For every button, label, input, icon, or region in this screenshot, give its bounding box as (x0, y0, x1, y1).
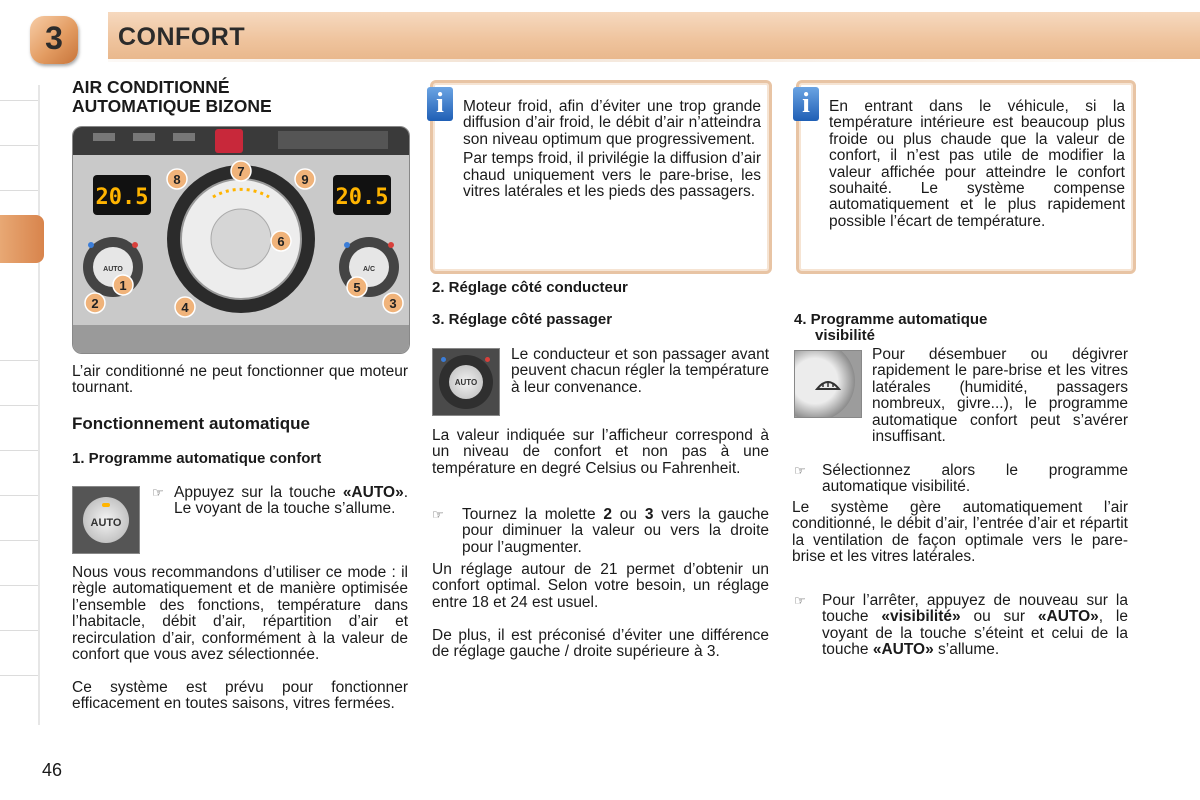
chapter-title: CONFORT (118, 23, 246, 51)
col2-paragraph-1: Le conducteur et son passager avant peuvent chacun régler la température à leur convenance. (511, 346, 769, 396)
b2-bold2: «AUTO» (1037, 608, 1099, 626)
b2-bold3: «AUTO» (872, 641, 934, 659)
climate-panel-illustration (73, 127, 409, 353)
side-tab (0, 450, 38, 455)
temperature-knob-photo (432, 348, 500, 416)
visibility-button-photo (794, 350, 862, 418)
col2-bullet-b1: 2 (603, 506, 613, 523)
info-box-1-text (463, 99, 761, 200)
section-title-line1: AIR CONDITIONNÉ (72, 77, 230, 97)
knob-label: AUTO (449, 365, 483, 399)
item2-title: 2. Réglage côté conducteur (432, 279, 628, 296)
windshield-defrost-icon (815, 373, 841, 395)
col2-paragraph-2: La valeur indiquée sur l’afficheur correspond à un niveau de confort et non pas à une température en degré Celsius ou Fahrenheit. (432, 427, 769, 477)
auto-indicator-light (102, 503, 110, 507)
side-thumb-index (0, 85, 40, 725)
col1-paragraph-2: Ce système est prévu pour fonctionner efficacement en toutes saisons, vitres fermées. (72, 679, 408, 713)
callout-5: 5 (353, 280, 361, 295)
col2-bullet (462, 507, 769, 556)
b2-bold1: «visibilité» (881, 608, 961, 626)
climate-panel-photo (72, 126, 410, 354)
pointing-hand-icon: ☞ (152, 485, 164, 500)
right-temperature-display: 20.5 (335, 185, 389, 210)
col3-bullet-1: Sélectionnez alors le programme automatique visibilité. (822, 462, 1128, 496)
col3-bullet-2 (822, 593, 1128, 659)
col3-paragraph-1: Pour désembuer ou dégivrer rapidement le pare-brise et les vitres latérales (humidité, passagers nombreux, givre...), le programme automatique confort peut s’avérer insuffisant. (872, 346, 1128, 446)
chapter-badge (30, 16, 78, 64)
col2-paragraph-4: De plus, il est préconisé d’éviter une différence de réglage gauche / droite supérieure à 3. (432, 627, 769, 661)
col2-bullet-post: vers la gauche pour diminuer la valeur ou vers la droite pour l’augmenter. (462, 506, 769, 556)
callout-7: 7 (237, 164, 245, 179)
side-tab (0, 675, 38, 680)
page-number: 46 (42, 760, 63, 780)
side-tab-active (0, 215, 44, 263)
col3-paragraph-2: Le système gère automatiquement l’air conditionné, le débit d’air, l’entrée d’air et répartit la ventilation de façon optimale vers le pare-brise et les vitres latérales. (792, 499, 1128, 566)
callout-8: 8 (173, 172, 181, 187)
item1-pre: Appuyez sur la touche (174, 484, 343, 501)
left-temperature-display: 20.5 (95, 185, 149, 210)
callout-4: 4 (181, 300, 189, 315)
col2-paragraph-3: Un réglage autour de 21 permet d’obtenir un confort optimal. Selon votre besoin, un réglage entre 18 et 24 est usuel. (432, 561, 769, 611)
side-tab (0, 190, 38, 195)
b2-post: s’allume. (933, 641, 1000, 659)
info1-p2: Par temps froid, il privilégie la diffusion d’air chaud uniquement vers le pare-brise, les vitres latérales et les pieds des passagers. (463, 150, 761, 201)
cold-indicator (441, 357, 446, 362)
item1-bold: «AUTO» (342, 484, 404, 501)
item1-post: . Le voyant de la touche s’allume. (174, 484, 408, 518)
pointing-hand-icon: ☞ (794, 463, 806, 478)
item3-title: 3. Réglage côté passager (432, 311, 613, 328)
side-tab (0, 100, 38, 105)
b2-mid1: ou sur (960, 608, 1038, 626)
info-icon: i (793, 87, 819, 121)
callout-9: 9 (301, 172, 309, 187)
section-title-line2: AUTOMATIQUE BIZONE (72, 96, 272, 116)
info-box-2 (796, 80, 1136, 274)
item4-title-line1: 4. Programme automatique (794, 311, 988, 328)
item1-title: 1. Programme automatique confort (72, 450, 322, 467)
callout-3: 3 (389, 296, 397, 311)
info2-p1: En entrant dans le véhicule, si la température intérieure est beaucoup plus froide ou plus chaude que la valeur de confort, il n’est pas utile de modifier la valeur affichée pour atteindre le confort souhaité. Le système compense automatiquement et le plus rapidement possible l’écart de température. (829, 98, 1125, 230)
side-tab (0, 630, 38, 635)
col2-bullet-pre: Tournez la molette (462, 506, 604, 523)
col1-paragraph-1: Nous vous recommandons d’utiliser ce mode : il règle automatiquement et de manière optimisée l’ensemble des fonctions, température dans l’habitacle, débit d’air, répartition d’air et recirculation d’air, conformément à la valeur de confort que vous avez sélectionnée. (72, 564, 408, 664)
b2-pre: Pour l’arrêter, appuyez de nouveau sur la touche (822, 592, 1128, 626)
callout-1: 1 (119, 278, 127, 293)
side-tab (0, 145, 38, 150)
auto-button-photo (72, 486, 140, 554)
side-tab (0, 405, 38, 410)
item4-title-line2: visibilité (815, 327, 876, 344)
info-box-2-text (829, 99, 1125, 230)
auto-button-label: AUTO (83, 497, 129, 543)
col2-bullet-mid: ou (612, 506, 645, 523)
side-tab (0, 585, 38, 590)
item1-instruction (174, 485, 408, 518)
side-tab (0, 495, 38, 500)
hot-indicator (485, 357, 490, 362)
ac-knob-label: A/C (362, 266, 376, 273)
info-box-1 (430, 80, 772, 274)
intro-text: L’air conditionné ne peut fonctionner que moteur tournant. (72, 363, 408, 397)
callout-2: 2 (91, 296, 99, 311)
info1-p1: Moteur froid, afin d’éviter une trop grande diffusion d’air froid, le débit d’air n’atteindra son niveau optimum que progressivement. (463, 98, 761, 148)
subtitle-automatic: Fonctionnement automatique (72, 414, 310, 433)
b2-mid2: , le voyant de la touche s’éteint et celui de la touche (822, 608, 1128, 659)
col2-bullet-b2: 3 (644, 506, 654, 523)
auto-knob-label: AUTO (103, 266, 123, 273)
info-icon: i (427, 87, 453, 121)
section-title (72, 78, 272, 116)
callout-6: 6 (277, 234, 285, 249)
item4-title (794, 312, 987, 344)
chapter-number: 3 (45, 20, 63, 56)
pointing-hand-icon: ☞ (794, 593, 806, 608)
side-tab (0, 540, 38, 545)
pointing-hand-icon: ☞ (432, 507, 444, 522)
side-tab (0, 360, 38, 365)
